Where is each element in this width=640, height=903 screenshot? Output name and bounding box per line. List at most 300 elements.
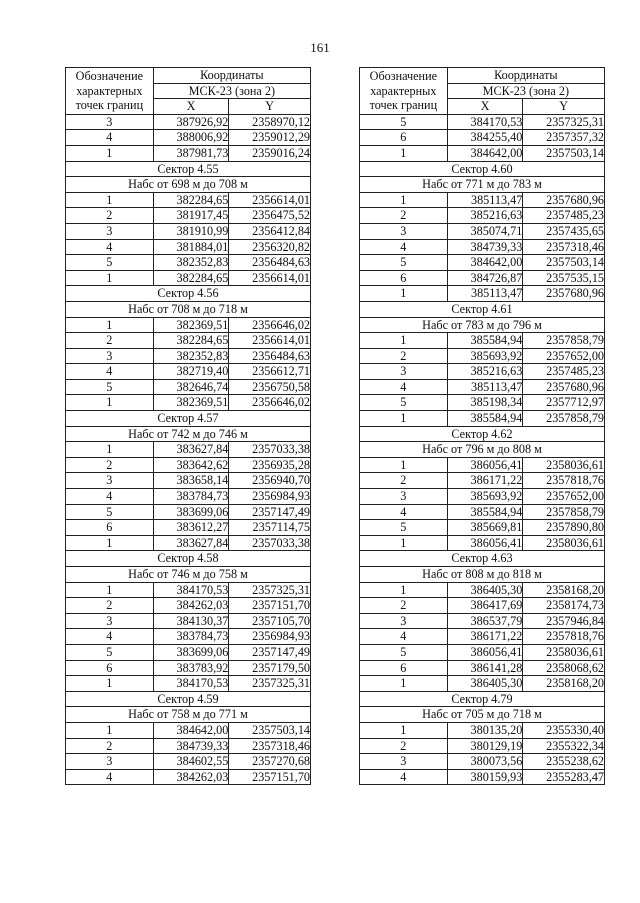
coord-x: 384726,87 <box>447 270 523 286</box>
sector-title: Сектор 4.79 <box>360 691 605 707</box>
table-row <box>66 629 311 645</box>
point-number: 6 <box>360 270 448 286</box>
coord-y: 2356484,63 <box>229 255 311 271</box>
coord-x: 386405,30 <box>447 582 523 598</box>
sector-title-row <box>360 426 605 442</box>
point-number: 5 <box>66 379 154 395</box>
coord-x: 384739,33 <box>447 239 523 255</box>
coord-y: 2357325,31 <box>229 676 311 692</box>
coord-x: 386056,41 <box>447 457 523 473</box>
table-row <box>360 395 605 411</box>
coord-x: 383658,14 <box>153 473 229 489</box>
coord-x: 384262,03 <box>153 598 229 614</box>
coord-y: 2357503,14 <box>523 255 605 271</box>
table-row <box>360 598 605 614</box>
coord-x: 383612,27 <box>153 520 229 536</box>
point-number: 1 <box>360 535 448 551</box>
point-number: 2 <box>360 473 448 489</box>
header-point-designation: Обозначение характерных точек границ <box>66 68 154 115</box>
sector-range-row <box>66 177 311 193</box>
point-number: 4 <box>66 629 154 645</box>
table-row <box>66 613 311 629</box>
coord-y: 2357147,49 <box>229 644 311 660</box>
coord-y: 2357105,70 <box>229 613 311 629</box>
coord-x: 382352,83 <box>153 348 229 364</box>
coord-x: 385198,34 <box>447 395 523 411</box>
coord-y: 2357033,38 <box>229 535 311 551</box>
coord-y: 2356984,93 <box>229 629 311 645</box>
sector-height-range: Набс от 705 м до 718 м <box>360 707 605 723</box>
coord-y: 2356484,63 <box>229 348 311 364</box>
coord-x: 385113,47 <box>447 286 523 302</box>
sector-title: Сектор 4.55 <box>66 161 311 177</box>
sector-height-range: Набс от 771 м до 783 м <box>360 177 605 193</box>
point-number: 3 <box>66 613 154 629</box>
point-number: 1 <box>66 582 154 598</box>
coord-x: 383699,06 <box>153 644 229 660</box>
coord-x: 383784,73 <box>153 489 229 505</box>
coord-y: 2356612,71 <box>229 364 311 380</box>
coord-y: 2357485,23 <box>523 364 605 380</box>
table-row <box>360 582 605 598</box>
sector-range-row <box>360 317 605 333</box>
coord-x: 384602,55 <box>153 754 229 770</box>
table-row <box>66 520 311 536</box>
sector-range-row <box>360 707 605 723</box>
coord-x: 380129,19 <box>447 738 523 754</box>
table-row <box>360 130 605 146</box>
coord-x: 382284,65 <box>153 192 229 208</box>
coord-y: 2358036,61 <box>523 644 605 660</box>
coord-y: 2357946,84 <box>523 613 605 629</box>
point-number: 5 <box>360 395 448 411</box>
coord-y: 2355238,62 <box>523 754 605 770</box>
coord-x: 380159,93 <box>447 769 523 785</box>
coord-x: 383699,06 <box>153 504 229 520</box>
coord-y: 2357318,46 <box>523 239 605 255</box>
coord-x: 381917,45 <box>153 208 229 224</box>
coord-x: 382352,83 <box>153 255 229 271</box>
table-row <box>66 722 311 738</box>
point-number: 3 <box>360 223 448 239</box>
sector-title-row <box>66 161 311 177</box>
table-row <box>66 395 311 411</box>
sector-title: Сектор 4.60 <box>360 161 605 177</box>
point-number: 5 <box>360 520 448 536</box>
coord-x: 382284,65 <box>153 270 229 286</box>
table-row <box>66 208 311 224</box>
point-number: 4 <box>360 239 448 255</box>
coord-x: 388006,92 <box>153 130 229 146</box>
point-number: 3 <box>360 754 448 770</box>
header-coordinates-title: Координаты <box>447 68 604 84</box>
table-row <box>360 769 605 785</box>
coord-y: 2357114,75 <box>229 520 311 536</box>
point-number: 1 <box>360 722 448 738</box>
coord-y: 2356614,01 <box>229 333 311 349</box>
table-row <box>360 192 605 208</box>
table-row <box>66 364 311 380</box>
table-row <box>66 442 311 458</box>
table-row <box>66 489 311 505</box>
table-row <box>360 722 605 738</box>
coord-y: 2357270,68 <box>229 754 311 770</box>
table-row <box>66 754 311 770</box>
coord-y: 2356412,84 <box>229 223 311 239</box>
sector-title: Сектор 4.59 <box>66 691 311 707</box>
table-body <box>66 114 311 785</box>
coord-y: 2357818,76 <box>523 629 605 645</box>
sector-title-row <box>66 286 311 302</box>
coord-x: 384739,33 <box>153 738 229 754</box>
coord-y: 2357535,15 <box>523 270 605 286</box>
sector-height-range: Набс от 796 м до 808 м <box>360 442 605 458</box>
table-row <box>66 473 311 489</box>
coord-x: 384170,53 <box>153 582 229 598</box>
coord-y: 2358168,20 <box>523 676 605 692</box>
table-row <box>360 504 605 520</box>
coord-y: 2357890,80 <box>523 520 605 536</box>
coord-y: 2356940,70 <box>229 473 311 489</box>
coord-y: 2356646,02 <box>229 317 311 333</box>
table-row <box>360 379 605 395</box>
table-row <box>66 504 311 520</box>
point-number: 3 <box>66 754 154 770</box>
coord-x: 383642,62 <box>153 457 229 473</box>
coord-y: 2359012,29 <box>229 130 311 146</box>
header-y: Y <box>523 99 605 115</box>
coord-x: 384642,00 <box>153 722 229 738</box>
table-row <box>360 535 605 551</box>
point-number: 2 <box>360 738 448 754</box>
table-row <box>66 660 311 676</box>
coord-x: 381910,99 <box>153 223 229 239</box>
coord-y: 2357435,65 <box>523 223 605 239</box>
coord-x: 383627,84 <box>153 442 229 458</box>
sector-title: Сектор 4.58 <box>66 551 311 567</box>
coordinates-table-right <box>359 67 605 785</box>
coord-x: 385584,94 <box>447 411 523 427</box>
coord-y: 2357357,32 <box>523 130 605 146</box>
coord-y: 2357503,14 <box>523 145 605 161</box>
coord-y: 2356614,01 <box>229 192 311 208</box>
point-number: 1 <box>360 457 448 473</box>
coord-y: 2357033,38 <box>229 442 311 458</box>
coord-y: 2357818,76 <box>523 473 605 489</box>
table-row <box>360 754 605 770</box>
sector-range-row <box>66 426 311 442</box>
point-number: 1 <box>360 286 448 302</box>
sector-title: Сектор 4.63 <box>360 551 605 567</box>
point-number: 4 <box>360 769 448 785</box>
point-number: 4 <box>360 629 448 645</box>
coord-x: 386405,30 <box>447 676 523 692</box>
point-number: 5 <box>66 644 154 660</box>
point-number: 4 <box>66 239 154 255</box>
point-number: 2 <box>360 348 448 364</box>
table-row <box>66 317 311 333</box>
coord-x: 386141,28 <box>447 660 523 676</box>
coord-y: 2358036,61 <box>523 535 605 551</box>
table-row <box>66 255 311 271</box>
table-row <box>360 286 605 302</box>
coord-y: 2357325,31 <box>523 114 605 130</box>
header-point-designation: Обозначение характерных точек границ <box>360 68 448 115</box>
coord-y: 2357485,23 <box>523 208 605 224</box>
table-row <box>66 644 311 660</box>
coord-y: 2357151,70 <box>229 598 311 614</box>
point-number: 2 <box>360 208 448 224</box>
sector-range-row <box>66 301 311 317</box>
coord-y: 2357325,31 <box>229 582 311 598</box>
table-row <box>360 208 605 224</box>
point-number: 1 <box>66 192 154 208</box>
table-row <box>66 192 311 208</box>
sector-title-row <box>66 691 311 707</box>
table-row <box>360 489 605 505</box>
coord-x: 386171,22 <box>447 629 523 645</box>
point-number: 1 <box>360 676 448 692</box>
coord-x: 385113,47 <box>447 192 523 208</box>
table-row <box>66 535 311 551</box>
sector-height-range: Набс от 708 м до 718 м <box>66 301 311 317</box>
point-number: 1 <box>66 270 154 286</box>
coord-x: 384262,03 <box>153 769 229 785</box>
point-number: 4 <box>360 504 448 520</box>
coord-x: 384255,40 <box>447 130 523 146</box>
coord-x: 382646,74 <box>153 379 229 395</box>
sector-range-row <box>360 442 605 458</box>
point-number: 5 <box>360 644 448 660</box>
point-number: 1 <box>360 582 448 598</box>
coord-x: 384642,00 <box>447 145 523 161</box>
table-row <box>66 114 311 130</box>
point-number: 3 <box>66 348 154 364</box>
coord-y: 2357652,00 <box>523 489 605 505</box>
table-row <box>66 239 311 255</box>
table-row <box>360 348 605 364</box>
coord-x: 384642,00 <box>447 255 523 271</box>
coordinates-table-left <box>65 67 311 785</box>
point-number: 3 <box>360 489 448 505</box>
table-row <box>360 660 605 676</box>
coord-x: 386537,79 <box>447 613 523 629</box>
point-number: 6 <box>360 660 448 676</box>
coord-x: 385216,63 <box>447 364 523 380</box>
coord-y: 2356475,52 <box>229 208 311 224</box>
point-number: 2 <box>360 598 448 614</box>
sector-range-row <box>66 707 311 723</box>
point-number: 4 <box>66 769 154 785</box>
sector-height-range: Набс от 742 м до 746 м <box>66 426 311 442</box>
table-row <box>66 769 311 785</box>
table-row <box>66 598 311 614</box>
point-number: 6 <box>66 660 154 676</box>
coord-x: 381884,01 <box>153 239 229 255</box>
coord-x: 385074,71 <box>447 223 523 239</box>
point-number: 2 <box>66 208 154 224</box>
coord-x: 386056,41 <box>447 644 523 660</box>
coord-x: 385693,92 <box>447 348 523 364</box>
point-number: 5 <box>66 504 154 520</box>
point-number: 2 <box>66 598 154 614</box>
sector-height-range: Набс от 698 м до 708 м <box>66 177 311 193</box>
point-number: 1 <box>66 145 154 161</box>
point-number: 1 <box>66 395 154 411</box>
table-row <box>66 223 311 239</box>
table-row <box>360 364 605 380</box>
table-row <box>360 613 605 629</box>
coord-y: 2357858,79 <box>523 411 605 427</box>
point-number: 1 <box>360 145 448 161</box>
point-number: 6 <box>66 520 154 536</box>
sector-title: Сектор 4.61 <box>360 301 605 317</box>
coord-y: 2356935,28 <box>229 457 311 473</box>
sector-height-range: Набс от 746 м до 758 м <box>66 567 311 583</box>
coord-x: 385669,81 <box>447 520 523 536</box>
header-coordinate-system: МСК-23 (зона 2) <box>447 83 604 99</box>
table-row <box>360 676 605 692</box>
coord-y: 2357680,96 <box>523 192 605 208</box>
coord-y: 2357151,70 <box>229 769 311 785</box>
coord-y: 2359016,24 <box>229 145 311 161</box>
table-row <box>360 239 605 255</box>
coord-y: 2356320,82 <box>229 239 311 255</box>
coord-y: 2357680,96 <box>523 379 605 395</box>
table-row <box>360 223 605 239</box>
coord-x: 382369,51 <box>153 395 229 411</box>
table-row <box>360 473 605 489</box>
table-row <box>360 145 605 161</box>
header-coordinate-system: МСК-23 (зона 2) <box>153 83 310 99</box>
coord-x: 380135,20 <box>447 722 523 738</box>
coord-x: 382369,51 <box>153 317 229 333</box>
table-row <box>66 582 311 598</box>
point-number: 1 <box>66 442 154 458</box>
sector-title-row <box>66 551 311 567</box>
table-row <box>66 379 311 395</box>
table-row <box>360 333 605 349</box>
point-number: 1 <box>360 192 448 208</box>
coord-y: 2357712,97 <box>523 395 605 411</box>
point-number: 4 <box>66 364 154 380</box>
coord-y: 2357858,79 <box>523 504 605 520</box>
coord-y: 2356646,02 <box>229 395 311 411</box>
coord-y: 2356614,01 <box>229 270 311 286</box>
coord-x: 382719,40 <box>153 364 229 380</box>
sector-title: Сектор 4.62 <box>360 426 605 442</box>
point-number: 1 <box>66 535 154 551</box>
point-number: 4 <box>66 489 154 505</box>
sector-title-row <box>360 301 605 317</box>
header-x: X <box>447 99 523 115</box>
coord-y: 2358168,20 <box>523 582 605 598</box>
table-row <box>360 255 605 271</box>
table-row <box>360 520 605 536</box>
sector-title-row <box>360 551 605 567</box>
point-number: 3 <box>66 473 154 489</box>
header-x: X <box>153 99 229 115</box>
sector-title-row <box>360 161 605 177</box>
coord-y: 2357147,49 <box>229 504 311 520</box>
coord-y: 2357503,14 <box>229 722 311 738</box>
coord-x: 382284,65 <box>153 333 229 349</box>
coord-x: 386056,41 <box>447 535 523 551</box>
point-number: 3 <box>66 114 154 130</box>
table-row <box>66 676 311 692</box>
point-number: 1 <box>66 722 154 738</box>
point-number: 3 <box>360 364 448 380</box>
coord-y: 2357179,50 <box>229 660 311 676</box>
point-number: 5 <box>66 255 154 271</box>
table-row <box>360 270 605 286</box>
table-row <box>66 333 311 349</box>
point-number: 2 <box>66 333 154 349</box>
coord-x: 380073,56 <box>447 754 523 770</box>
coord-y: 2357680,96 <box>523 286 605 302</box>
coord-x: 385693,92 <box>447 489 523 505</box>
point-number: 3 <box>66 223 154 239</box>
coord-y: 2358174,73 <box>523 598 605 614</box>
header-coordinates-title: Координаты <box>153 68 310 84</box>
point-number: 2 <box>66 738 154 754</box>
table-row <box>360 738 605 754</box>
coord-x: 383783,92 <box>153 660 229 676</box>
point-number: 1 <box>66 676 154 692</box>
coord-y: 2357652,00 <box>523 348 605 364</box>
table-row <box>66 145 311 161</box>
coord-y: 2358970,12 <box>229 114 311 130</box>
sector-title: Сектор 4.56 <box>66 286 311 302</box>
table-row <box>66 270 311 286</box>
table-row <box>66 457 311 473</box>
point-number: 1 <box>360 333 448 349</box>
sector-range-row <box>360 567 605 583</box>
point-number: 5 <box>360 255 448 271</box>
point-number: 5 <box>360 114 448 130</box>
header-y: Y <box>229 99 311 115</box>
table-row <box>360 114 605 130</box>
table-row <box>66 130 311 146</box>
sector-range-row <box>360 177 605 193</box>
coord-y: 2355330,40 <box>523 722 605 738</box>
sector-title: Сектор 4.57 <box>66 411 311 427</box>
coord-x: 385584,94 <box>447 504 523 520</box>
table-row <box>360 457 605 473</box>
coord-y: 2356750,58 <box>229 379 311 395</box>
sector-title-row <box>360 691 605 707</box>
coord-x: 387981,73 <box>153 145 229 161</box>
coord-x: 386171,22 <box>447 473 523 489</box>
sector-title-row <box>66 411 311 427</box>
coord-x: 385216,63 <box>447 208 523 224</box>
coord-y: 2357318,46 <box>229 738 311 754</box>
coord-x: 386417,69 <box>447 598 523 614</box>
point-number: 1 <box>360 411 448 427</box>
coord-x: 383627,84 <box>153 535 229 551</box>
point-number: 4 <box>66 130 154 146</box>
table-row <box>360 644 605 660</box>
coord-y: 2357858,79 <box>523 333 605 349</box>
coord-y: 2358036,61 <box>523 457 605 473</box>
coord-x: 387926,92 <box>153 114 229 130</box>
point-number: 4 <box>360 379 448 395</box>
sector-height-range: Набс от 758 м до 771 м <box>66 707 311 723</box>
coord-x: 383784,73 <box>153 629 229 645</box>
page-number: 161 <box>310 40 330 55</box>
coord-x: 384130,37 <box>153 613 229 629</box>
sector-height-range: Набс от 808 м до 818 м <box>360 567 605 583</box>
